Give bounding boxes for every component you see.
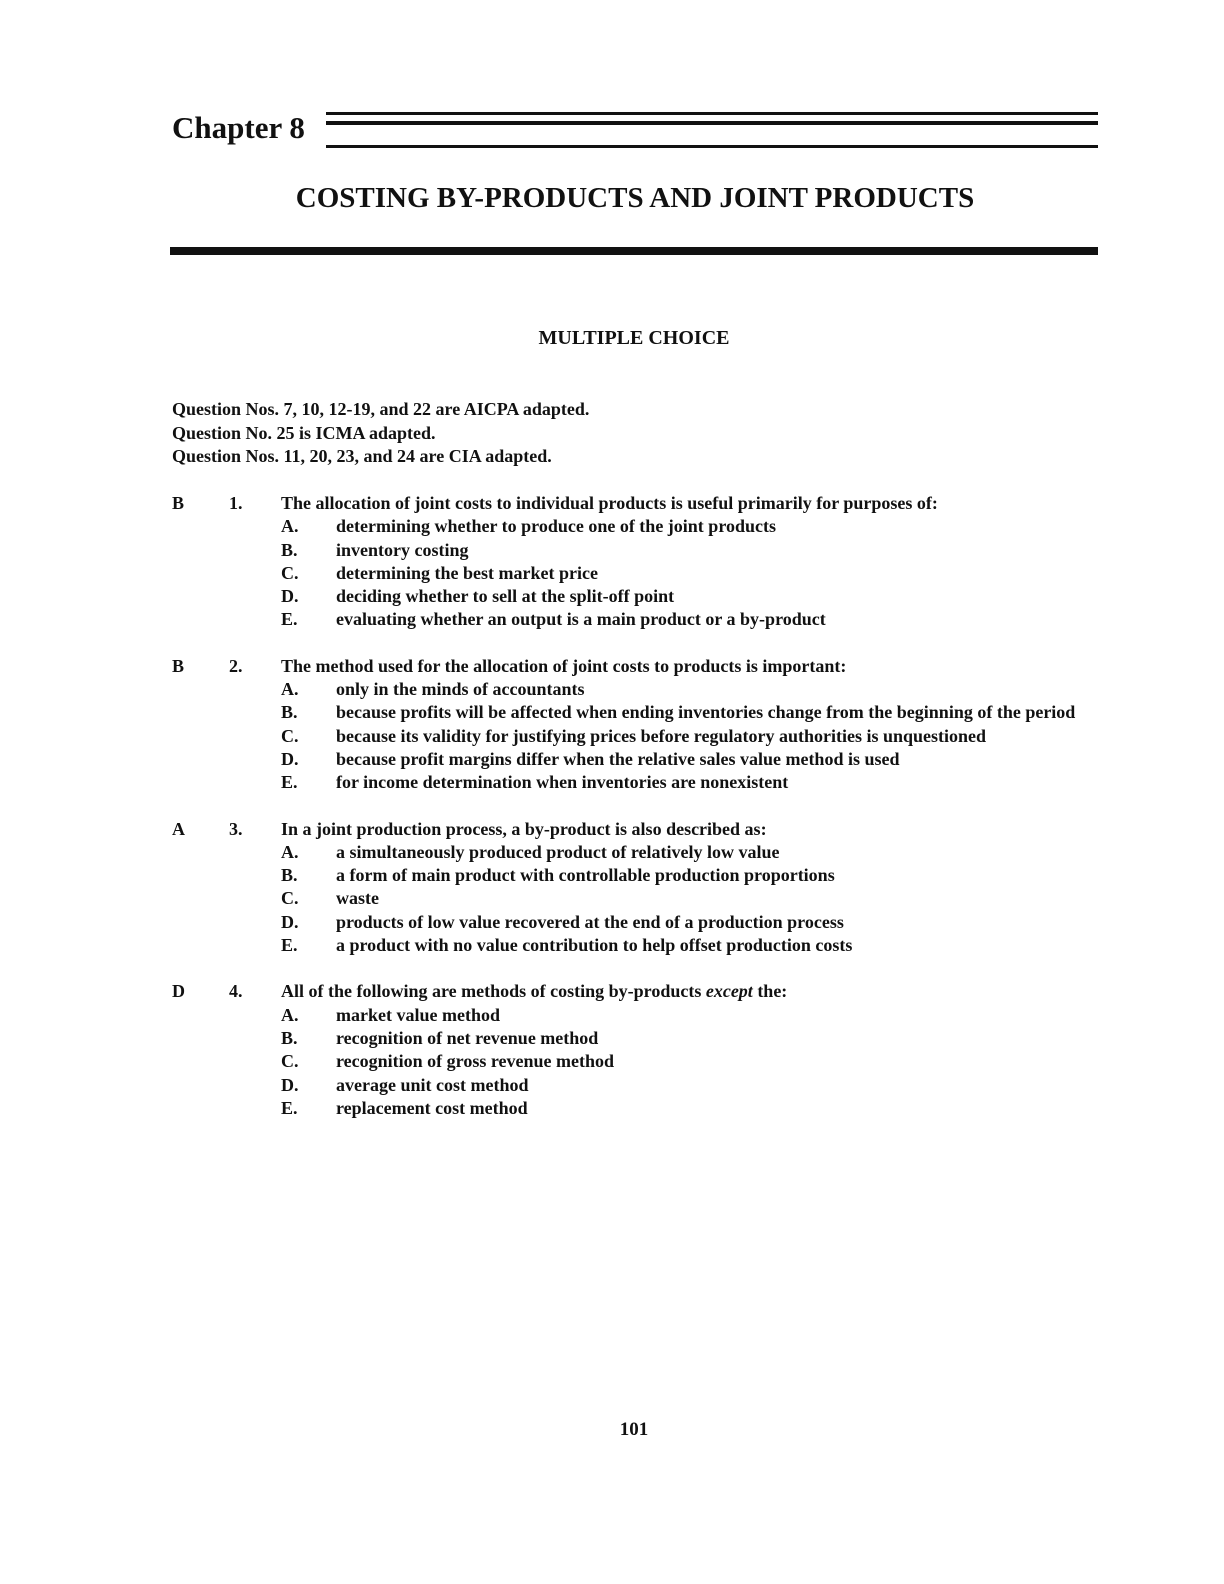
option-text: average unit cost method [336, 1074, 529, 1095]
answer-option [0, 562, 1224, 585]
option-text: replacement cost method [336, 1097, 528, 1118]
answer-key: D [172, 981, 185, 1002]
option-letter: B. [281, 539, 298, 560]
option-text: recognition of gross revenue method [336, 1051, 614, 1072]
question-stem: The method used for the allocation of joint costs to products is important: [281, 655, 847, 676]
option-text: products of low value recovered at the end of a production process [336, 911, 844, 932]
question-item [0, 655, 1224, 795]
question-item [0, 818, 1224, 958]
option-letter: B. [281, 865, 298, 886]
option-letter: E. [281, 1097, 298, 1118]
option-text: only in the minds of accountants [336, 679, 585, 700]
intro-notes [172, 398, 589, 469]
answer-option [0, 1074, 1224, 1097]
option-text: because profits will be affected when ending inventories change from the beginning of the period [336, 702, 1076, 723]
question-number: 2. [229, 655, 243, 676]
question-header [0, 818, 1224, 841]
answer-option [0, 748, 1224, 771]
option-letter: E. [281, 935, 298, 956]
option-letter: D. [281, 911, 299, 932]
answer-option [0, 1050, 1224, 1073]
answer-option [0, 864, 1224, 887]
question-item [0, 492, 1224, 632]
option-text: deciding whether to sell at the split-off point [336, 586, 675, 607]
option-letter: A. [281, 516, 299, 537]
answer-key: B [172, 493, 185, 513]
answer-option [0, 1097, 1224, 1120]
option-text: a form of main product with controllable production proportions [336, 865, 835, 886]
option-text: determining the best market price [336, 562, 598, 583]
question-list [0, 492, 1224, 1143]
answer-option [0, 771, 1224, 794]
question-header [0, 492, 1224, 515]
answer-option [0, 841, 1224, 864]
question-stem: The allocation of joint costs to individual products is useful primarily for purposes of: [281, 493, 938, 513]
chapter-title: COSTING BY-PRODUCTS AND JOINT PRODUCTS [295, 182, 975, 214]
option-letter: D. [281, 586, 299, 607]
question-header [0, 655, 1224, 678]
option-text: recognition of net revenue method [336, 1027, 599, 1048]
option-letter: C. [281, 1051, 299, 1072]
answer-option [0, 1027, 1224, 1050]
answer-option [0, 678, 1224, 701]
option-text: inventory costing [336, 539, 469, 560]
option-letter: C. [281, 725, 299, 746]
answer-option [0, 887, 1224, 910]
question-stem: In a joint production process, a by-product is also described as: [281, 818, 767, 839]
option-letter: C. [281, 562, 299, 583]
question-number: 4. [229, 981, 243, 1002]
question-stem-end: the: [752, 981, 788, 1002]
answer-option [0, 585, 1224, 608]
question-number: 3. [229, 818, 243, 839]
option-text: determining whether to produce one of the joint products [336, 516, 776, 537]
answer-option [0, 539, 1224, 562]
option-text: waste [336, 888, 379, 909]
question-item [0, 980, 1224, 1120]
option-letter: E. [281, 772, 298, 793]
option-letter: A. [281, 679, 299, 700]
option-letter: D. [281, 748, 299, 769]
answer-option [0, 515, 1224, 538]
intro-line: Question No. 25 is ICMA adapted. [172, 422, 436, 443]
question-stem-start: All of the following are methods of costing by-products [281, 981, 706, 1002]
option-letter: A. [281, 1004, 299, 1025]
option-text: evaluating whether an output is a main product or a by-product [336, 609, 826, 630]
question-stem-emphasis: except [705, 981, 753, 1002]
answer-option [0, 1004, 1224, 1027]
answer-option [0, 911, 1224, 934]
option-text: for income determination when inventories are nonexistent [336, 772, 789, 793]
option-letter: E. [281, 609, 298, 630]
option-text: market value method [336, 1004, 500, 1025]
intro-line: Question Nos. 7, 10, 12-19, and 22 are AICPA adapted. [172, 399, 590, 419]
title-divider [170, 247, 1098, 255]
answer-option [0, 701, 1224, 724]
option-letter: A. [281, 841, 299, 862]
answer-option [0, 725, 1224, 748]
chapter-rule-middle [326, 121, 1098, 125]
question-stem [281, 980, 787, 1003]
answer-key: B [172, 655, 185, 676]
option-text: a product with no value contribution to help offset production costs [336, 935, 853, 956]
option-letter: B. [281, 702, 298, 723]
answer-option [0, 608, 1224, 631]
question-header [0, 980, 1224, 1003]
option-text: a simultaneously produced product of relatively low value [336, 841, 780, 862]
option-text: because profit margins differ when the relative sales value method is used [336, 748, 900, 769]
question-number: 1. [229, 493, 243, 513]
intro-line: Question Nos. 11, 20, 23, and 24 are CIA adapted. [172, 446, 552, 466]
option-letter: C. [281, 888, 299, 909]
page-number: 101 [619, 1419, 649, 1440]
chapter-label: Chapter 8 [172, 110, 305, 145]
option-letter: B. [281, 1027, 298, 1048]
answer-key: A [172, 818, 185, 839]
chapter-rule-bottom [326, 145, 1098, 148]
option-letter: D. [281, 1074, 299, 1095]
section-heading: MULTIPLE CHOICE [538, 327, 730, 349]
answer-option [0, 934, 1224, 957]
chapter-rule-top [326, 112, 1098, 115]
option-text: because its validity for justifying prices before regulatory authorities is unquestioned [336, 725, 986, 746]
